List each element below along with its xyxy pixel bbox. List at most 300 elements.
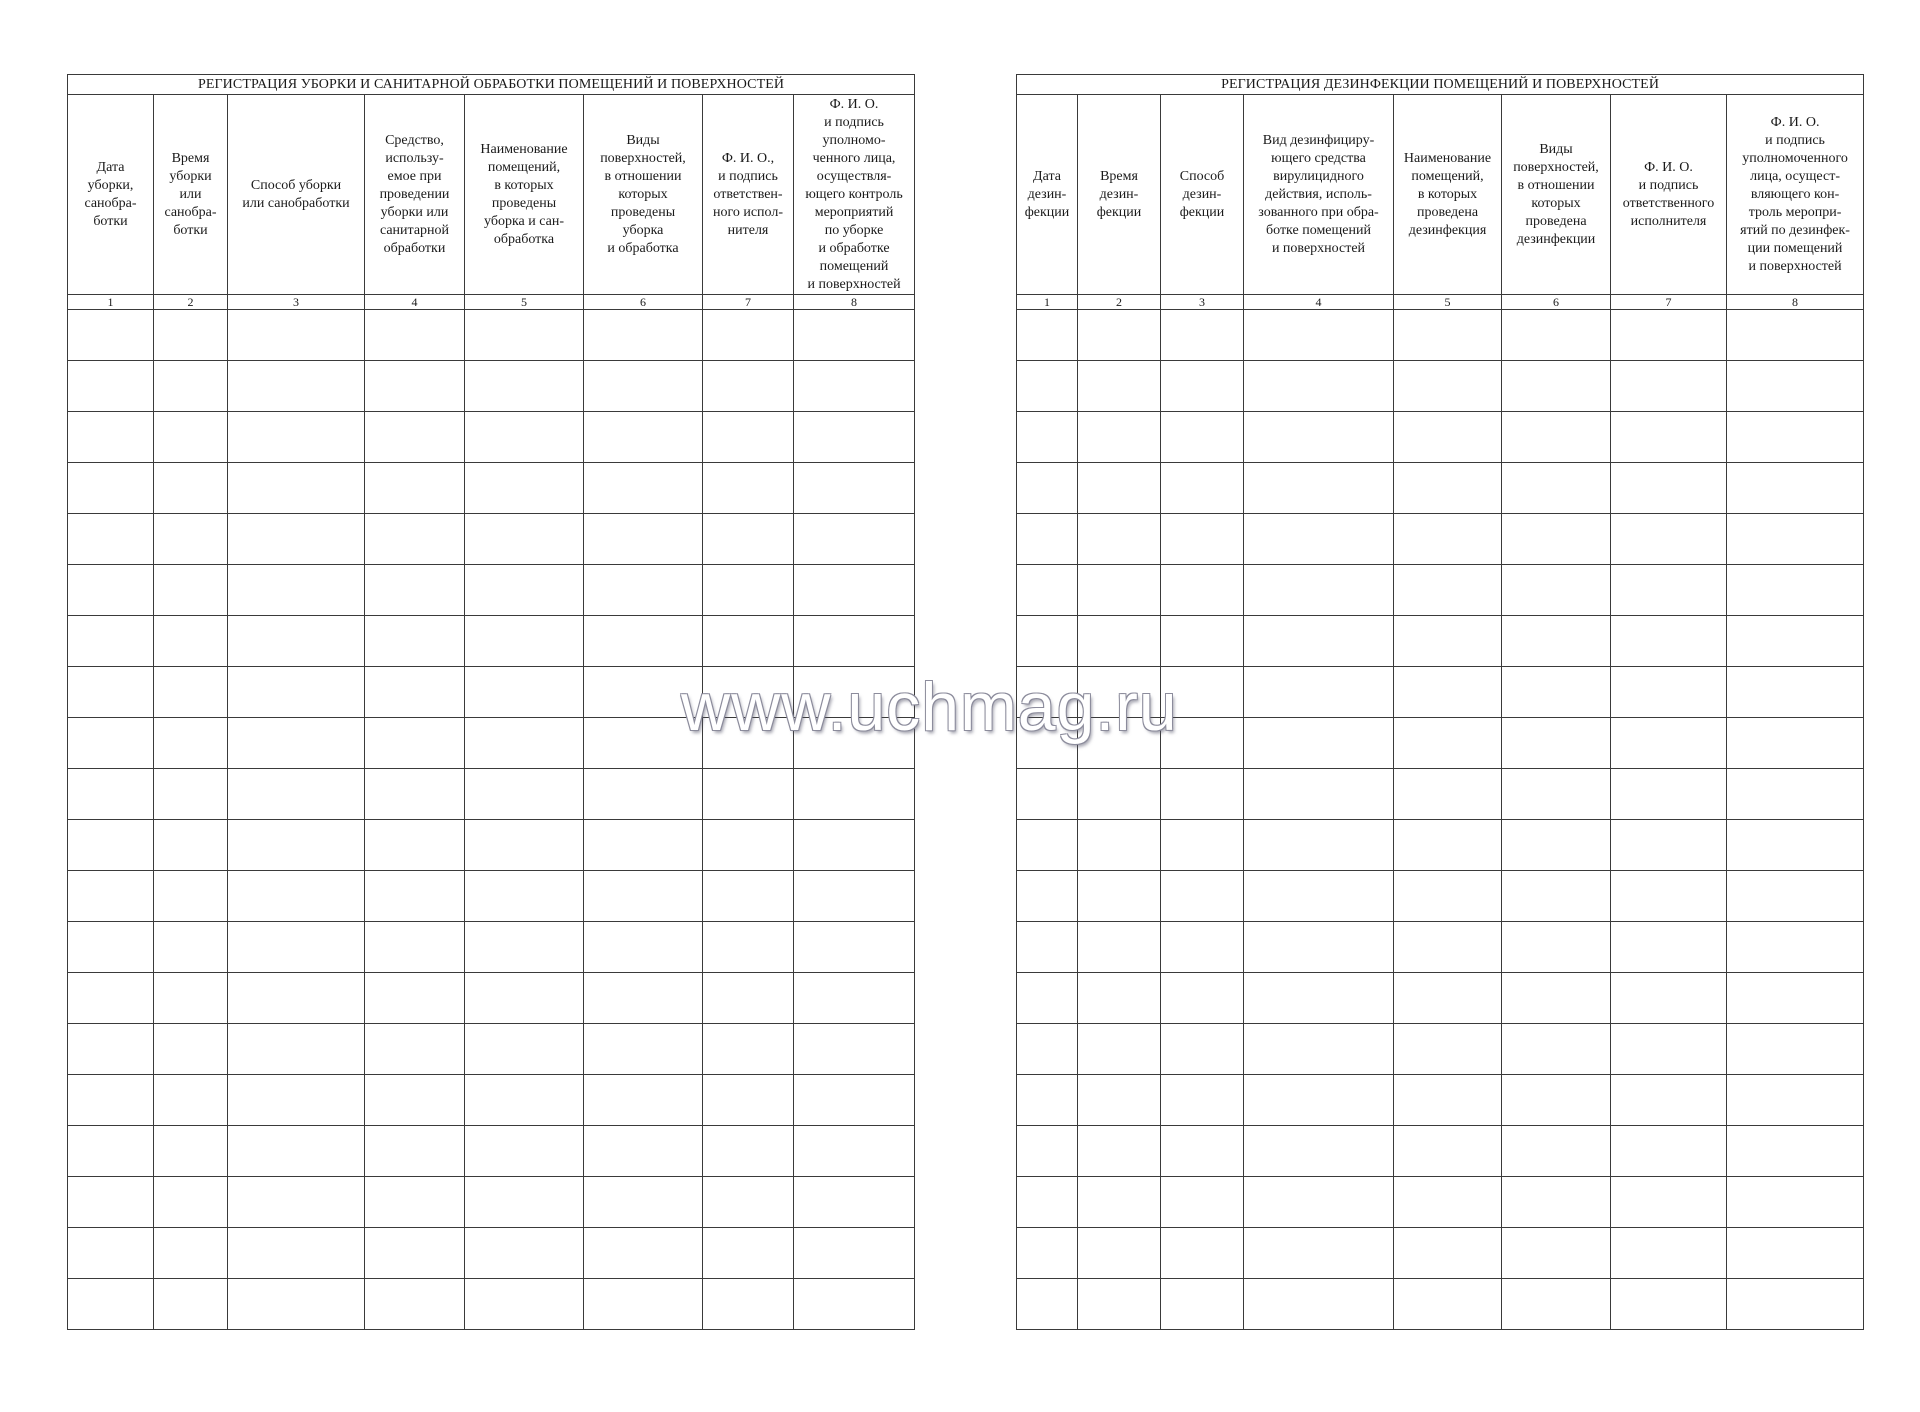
empty-entry-cell[interactable] bbox=[1611, 412, 1727, 463]
empty-entry-cell[interactable] bbox=[1161, 922, 1244, 973]
empty-entry-cell[interactable] bbox=[794, 871, 915, 922]
empty-entry-cell[interactable] bbox=[794, 922, 915, 973]
empty-entry-cell[interactable] bbox=[228, 820, 365, 871]
empty-entry-cell[interactable] bbox=[1611, 1126, 1727, 1177]
empty-entry-cell[interactable] bbox=[1161, 361, 1244, 412]
empty-entry-cell[interactable] bbox=[68, 616, 154, 667]
empty-entry-cell[interactable] bbox=[1078, 718, 1161, 769]
empty-entry-cell[interactable] bbox=[228, 1126, 365, 1177]
empty-entry-cell[interactable] bbox=[1161, 565, 1244, 616]
empty-entry-cell[interactable] bbox=[68, 973, 154, 1024]
empty-entry-cell[interactable] bbox=[584, 1024, 703, 1075]
empty-entry-cell[interactable] bbox=[794, 718, 915, 769]
empty-entry-cell[interactable] bbox=[1078, 1228, 1161, 1279]
empty-entry-cell[interactable] bbox=[1727, 667, 1864, 718]
empty-entry-cell[interactable] bbox=[1017, 310, 1078, 361]
empty-entry-cell[interactable] bbox=[703, 718, 794, 769]
empty-entry-cell[interactable] bbox=[1078, 361, 1161, 412]
empty-entry-cell[interactable] bbox=[1078, 616, 1161, 667]
empty-entry-cell[interactable] bbox=[1244, 769, 1394, 820]
empty-entry-cell[interactable] bbox=[154, 1075, 228, 1126]
empty-entry-cell[interactable] bbox=[1727, 922, 1864, 973]
empty-entry-cell[interactable] bbox=[1727, 361, 1864, 412]
empty-entry-cell[interactable] bbox=[703, 463, 794, 514]
empty-entry-cell[interactable] bbox=[1017, 1126, 1078, 1177]
empty-entry-cell[interactable] bbox=[1017, 820, 1078, 871]
empty-entry-cell[interactable] bbox=[154, 718, 228, 769]
empty-entry-cell[interactable] bbox=[1394, 667, 1502, 718]
empty-entry-cell[interactable] bbox=[1502, 1228, 1611, 1279]
empty-entry-cell[interactable] bbox=[365, 565, 465, 616]
empty-entry-cell[interactable] bbox=[1244, 1024, 1394, 1075]
empty-entry-cell[interactable] bbox=[1502, 1075, 1611, 1126]
empty-entry-cell[interactable] bbox=[584, 871, 703, 922]
empty-entry-cell[interactable] bbox=[584, 922, 703, 973]
empty-entry-cell[interactable] bbox=[1611, 973, 1727, 1024]
empty-entry-cell[interactable] bbox=[1017, 1279, 1078, 1330]
empty-entry-cell[interactable] bbox=[1017, 616, 1078, 667]
empty-entry-cell[interactable] bbox=[365, 769, 465, 820]
empty-entry-cell[interactable] bbox=[68, 463, 154, 514]
empty-entry-cell[interactable] bbox=[465, 514, 584, 565]
empty-entry-cell[interactable] bbox=[68, 922, 154, 973]
empty-entry-cell[interactable] bbox=[228, 1279, 365, 1330]
empty-entry-cell[interactable] bbox=[365, 1126, 465, 1177]
empty-entry-cell[interactable] bbox=[365, 616, 465, 667]
empty-entry-cell[interactable] bbox=[703, 1024, 794, 1075]
empty-entry-cell[interactable] bbox=[1394, 361, 1502, 412]
empty-entry-cell[interactable] bbox=[1161, 1279, 1244, 1330]
empty-entry-cell[interactable] bbox=[1502, 667, 1611, 718]
empty-entry-cell[interactable] bbox=[1502, 310, 1611, 361]
empty-entry-cell[interactable] bbox=[68, 361, 154, 412]
empty-entry-cell[interactable] bbox=[68, 718, 154, 769]
empty-entry-cell[interactable] bbox=[68, 1279, 154, 1330]
empty-entry-cell[interactable] bbox=[1611, 1075, 1727, 1126]
empty-entry-cell[interactable] bbox=[1244, 616, 1394, 667]
empty-entry-cell[interactable] bbox=[1611, 463, 1727, 514]
empty-entry-cell[interactable] bbox=[1078, 922, 1161, 973]
empty-entry-cell[interactable] bbox=[1244, 667, 1394, 718]
empty-entry-cell[interactable] bbox=[1394, 769, 1502, 820]
empty-entry-cell[interactable] bbox=[68, 1126, 154, 1177]
empty-entry-cell[interactable] bbox=[1161, 310, 1244, 361]
empty-entry-cell[interactable] bbox=[1161, 820, 1244, 871]
empty-entry-cell[interactable] bbox=[1078, 514, 1161, 565]
empty-entry-cell[interactable] bbox=[1078, 1126, 1161, 1177]
empty-entry-cell[interactable] bbox=[1727, 820, 1864, 871]
empty-entry-cell[interactable] bbox=[1161, 616, 1244, 667]
empty-entry-cell[interactable] bbox=[794, 769, 915, 820]
empty-entry-cell[interactable] bbox=[1017, 412, 1078, 463]
empty-entry-cell[interactable] bbox=[1502, 616, 1611, 667]
empty-entry-cell[interactable] bbox=[703, 412, 794, 463]
empty-entry-cell[interactable] bbox=[1394, 1126, 1502, 1177]
empty-entry-cell[interactable] bbox=[1502, 565, 1611, 616]
empty-entry-cell[interactable] bbox=[228, 667, 365, 718]
empty-entry-cell[interactable] bbox=[228, 565, 365, 616]
empty-entry-cell[interactable] bbox=[228, 1228, 365, 1279]
empty-entry-cell[interactable] bbox=[1611, 616, 1727, 667]
empty-entry-cell[interactable] bbox=[794, 616, 915, 667]
empty-entry-cell[interactable] bbox=[1161, 769, 1244, 820]
empty-entry-cell[interactable] bbox=[228, 718, 365, 769]
empty-entry-cell[interactable] bbox=[1244, 973, 1394, 1024]
empty-entry-cell[interactable] bbox=[1017, 1228, 1078, 1279]
empty-entry-cell[interactable] bbox=[228, 1075, 365, 1126]
empty-entry-cell[interactable] bbox=[228, 1024, 365, 1075]
empty-entry-cell[interactable] bbox=[1078, 463, 1161, 514]
empty-entry-cell[interactable] bbox=[1017, 973, 1078, 1024]
empty-entry-cell[interactable] bbox=[365, 820, 465, 871]
empty-entry-cell[interactable] bbox=[1611, 565, 1727, 616]
empty-entry-cell[interactable] bbox=[1017, 1024, 1078, 1075]
empty-entry-cell[interactable] bbox=[465, 769, 584, 820]
empty-entry-cell[interactable] bbox=[1244, 1075, 1394, 1126]
empty-entry-cell[interactable] bbox=[365, 667, 465, 718]
empty-entry-cell[interactable] bbox=[1502, 1024, 1611, 1075]
empty-entry-cell[interactable] bbox=[1611, 310, 1727, 361]
empty-entry-cell[interactable] bbox=[1611, 871, 1727, 922]
empty-entry-cell[interactable] bbox=[584, 412, 703, 463]
empty-entry-cell[interactable] bbox=[68, 565, 154, 616]
empty-entry-cell[interactable] bbox=[1611, 820, 1727, 871]
empty-entry-cell[interactable] bbox=[465, 1126, 584, 1177]
empty-entry-cell[interactable] bbox=[1161, 1075, 1244, 1126]
empty-entry-cell[interactable] bbox=[365, 718, 465, 769]
empty-entry-cell[interactable] bbox=[584, 1126, 703, 1177]
empty-entry-cell[interactable] bbox=[365, 1024, 465, 1075]
empty-entry-cell[interactable] bbox=[584, 1177, 703, 1228]
empty-entry-cell[interactable] bbox=[68, 871, 154, 922]
empty-entry-cell[interactable] bbox=[1727, 1024, 1864, 1075]
empty-entry-cell[interactable] bbox=[465, 820, 584, 871]
empty-entry-cell[interactable] bbox=[1727, 565, 1864, 616]
empty-entry-cell[interactable] bbox=[1611, 361, 1727, 412]
empty-entry-cell[interactable] bbox=[228, 463, 365, 514]
empty-entry-cell[interactable] bbox=[228, 769, 365, 820]
empty-entry-cell[interactable] bbox=[228, 922, 365, 973]
empty-entry-cell[interactable] bbox=[703, 1126, 794, 1177]
empty-entry-cell[interactable] bbox=[1078, 1075, 1161, 1126]
empty-entry-cell[interactable] bbox=[1017, 922, 1078, 973]
empty-entry-cell[interactable] bbox=[1161, 1177, 1244, 1228]
empty-entry-cell[interactable] bbox=[794, 973, 915, 1024]
empty-entry-cell[interactable] bbox=[465, 310, 584, 361]
empty-entry-cell[interactable] bbox=[584, 820, 703, 871]
empty-entry-cell[interactable] bbox=[228, 973, 365, 1024]
empty-entry-cell[interactable] bbox=[794, 1075, 915, 1126]
empty-entry-cell[interactable] bbox=[794, 667, 915, 718]
empty-entry-cell[interactable] bbox=[154, 667, 228, 718]
empty-entry-cell[interactable] bbox=[1727, 463, 1864, 514]
empty-entry-cell[interactable] bbox=[703, 973, 794, 1024]
empty-entry-cell[interactable] bbox=[1394, 1279, 1502, 1330]
empty-entry-cell[interactable] bbox=[794, 463, 915, 514]
empty-entry-cell[interactable] bbox=[68, 769, 154, 820]
empty-entry-cell[interactable] bbox=[365, 310, 465, 361]
empty-entry-cell[interactable] bbox=[365, 514, 465, 565]
empty-entry-cell[interactable] bbox=[465, 973, 584, 1024]
empty-entry-cell[interactable] bbox=[1502, 1177, 1611, 1228]
empty-entry-cell[interactable] bbox=[1502, 361, 1611, 412]
empty-entry-cell[interactable] bbox=[1502, 412, 1611, 463]
empty-entry-cell[interactable] bbox=[154, 1024, 228, 1075]
empty-entry-cell[interactable] bbox=[68, 310, 154, 361]
empty-entry-cell[interactable] bbox=[1394, 922, 1502, 973]
empty-entry-cell[interactable] bbox=[794, 565, 915, 616]
empty-entry-cell[interactable] bbox=[1017, 514, 1078, 565]
empty-entry-cell[interactable] bbox=[1394, 973, 1502, 1024]
empty-entry-cell[interactable] bbox=[228, 412, 365, 463]
empty-entry-cell[interactable] bbox=[1502, 718, 1611, 769]
empty-entry-cell[interactable] bbox=[465, 667, 584, 718]
empty-entry-cell[interactable] bbox=[703, 361, 794, 412]
empty-entry-cell[interactable] bbox=[465, 412, 584, 463]
empty-entry-cell[interactable] bbox=[794, 1177, 915, 1228]
empty-entry-cell[interactable] bbox=[703, 310, 794, 361]
empty-entry-cell[interactable] bbox=[1244, 1177, 1394, 1228]
empty-entry-cell[interactable] bbox=[1161, 871, 1244, 922]
empty-entry-cell[interactable] bbox=[1078, 1024, 1161, 1075]
empty-entry-cell[interactable] bbox=[1078, 565, 1161, 616]
empty-entry-cell[interactable] bbox=[365, 922, 465, 973]
empty-entry-cell[interactable] bbox=[1394, 1228, 1502, 1279]
empty-entry-cell[interactable] bbox=[68, 1075, 154, 1126]
empty-entry-cell[interactable] bbox=[703, 871, 794, 922]
empty-entry-cell[interactable] bbox=[465, 1075, 584, 1126]
empty-entry-cell[interactable] bbox=[584, 463, 703, 514]
empty-entry-cell[interactable] bbox=[465, 718, 584, 769]
empty-entry-cell[interactable] bbox=[794, 1279, 915, 1330]
empty-entry-cell[interactable] bbox=[1078, 820, 1161, 871]
empty-entry-cell[interactable] bbox=[1244, 1228, 1394, 1279]
empty-entry-cell[interactable] bbox=[68, 1228, 154, 1279]
empty-entry-cell[interactable] bbox=[1244, 565, 1394, 616]
empty-entry-cell[interactable] bbox=[1078, 1279, 1161, 1330]
empty-entry-cell[interactable] bbox=[365, 1177, 465, 1228]
empty-entry-cell[interactable] bbox=[68, 820, 154, 871]
empty-entry-cell[interactable] bbox=[794, 514, 915, 565]
empty-entry-cell[interactable] bbox=[1611, 1177, 1727, 1228]
empty-entry-cell[interactable] bbox=[1502, 922, 1611, 973]
empty-entry-cell[interactable] bbox=[1017, 1075, 1078, 1126]
empty-entry-cell[interactable] bbox=[1502, 1126, 1611, 1177]
empty-entry-cell[interactable] bbox=[228, 1177, 365, 1228]
empty-entry-cell[interactable] bbox=[365, 871, 465, 922]
empty-entry-cell[interactable] bbox=[1727, 1279, 1864, 1330]
empty-entry-cell[interactable] bbox=[703, 667, 794, 718]
empty-entry-cell[interactable] bbox=[154, 361, 228, 412]
empty-entry-cell[interactable] bbox=[584, 361, 703, 412]
empty-entry-cell[interactable] bbox=[1727, 769, 1864, 820]
empty-entry-cell[interactable] bbox=[703, 1228, 794, 1279]
empty-entry-cell[interactable] bbox=[365, 973, 465, 1024]
empty-entry-cell[interactable] bbox=[1394, 310, 1502, 361]
empty-entry-cell[interactable] bbox=[1727, 1228, 1864, 1279]
empty-entry-cell[interactable] bbox=[1078, 871, 1161, 922]
empty-entry-cell[interactable] bbox=[794, 1228, 915, 1279]
empty-entry-cell[interactable] bbox=[1394, 616, 1502, 667]
empty-entry-cell[interactable] bbox=[584, 1075, 703, 1126]
empty-entry-cell[interactable] bbox=[154, 820, 228, 871]
empty-entry-cell[interactable] bbox=[1161, 667, 1244, 718]
empty-entry-cell[interactable] bbox=[1611, 1279, 1727, 1330]
empty-entry-cell[interactable] bbox=[1727, 514, 1864, 565]
empty-entry-cell[interactable] bbox=[1394, 820, 1502, 871]
empty-entry-cell[interactable] bbox=[68, 1177, 154, 1228]
empty-entry-cell[interactable] bbox=[1502, 1279, 1611, 1330]
empty-entry-cell[interactable] bbox=[1611, 1228, 1727, 1279]
empty-entry-cell[interactable] bbox=[1727, 1075, 1864, 1126]
empty-entry-cell[interactable] bbox=[365, 412, 465, 463]
empty-entry-cell[interactable] bbox=[1727, 310, 1864, 361]
empty-entry-cell[interactable] bbox=[1727, 973, 1864, 1024]
empty-entry-cell[interactable] bbox=[1394, 412, 1502, 463]
empty-entry-cell[interactable] bbox=[1244, 1126, 1394, 1177]
empty-entry-cell[interactable] bbox=[465, 1279, 584, 1330]
empty-entry-cell[interactable] bbox=[1161, 463, 1244, 514]
empty-entry-cell[interactable] bbox=[1244, 820, 1394, 871]
empty-entry-cell[interactable] bbox=[794, 412, 915, 463]
empty-entry-cell[interactable] bbox=[1017, 463, 1078, 514]
empty-entry-cell[interactable] bbox=[1502, 463, 1611, 514]
empty-entry-cell[interactable] bbox=[154, 871, 228, 922]
empty-entry-cell[interactable] bbox=[1394, 565, 1502, 616]
empty-entry-cell[interactable] bbox=[1017, 1177, 1078, 1228]
empty-entry-cell[interactable] bbox=[584, 973, 703, 1024]
empty-entry-cell[interactable] bbox=[1078, 310, 1161, 361]
empty-entry-cell[interactable] bbox=[1611, 922, 1727, 973]
empty-entry-cell[interactable] bbox=[1244, 871, 1394, 922]
empty-entry-cell[interactable] bbox=[228, 361, 365, 412]
empty-entry-cell[interactable] bbox=[703, 1279, 794, 1330]
empty-entry-cell[interactable] bbox=[1244, 361, 1394, 412]
empty-entry-cell[interactable] bbox=[703, 1177, 794, 1228]
empty-entry-cell[interactable] bbox=[154, 412, 228, 463]
empty-entry-cell[interactable] bbox=[1727, 718, 1864, 769]
empty-entry-cell[interactable] bbox=[154, 1228, 228, 1279]
empty-entry-cell[interactable] bbox=[703, 565, 794, 616]
empty-entry-cell[interactable] bbox=[794, 1024, 915, 1075]
empty-entry-cell[interactable] bbox=[365, 1075, 465, 1126]
empty-entry-cell[interactable] bbox=[1244, 463, 1394, 514]
empty-entry-cell[interactable] bbox=[465, 922, 584, 973]
empty-entry-cell[interactable] bbox=[1394, 1075, 1502, 1126]
empty-entry-cell[interactable] bbox=[1727, 871, 1864, 922]
empty-entry-cell[interactable] bbox=[1394, 1024, 1502, 1075]
empty-entry-cell[interactable] bbox=[1727, 412, 1864, 463]
empty-entry-cell[interactable] bbox=[365, 1228, 465, 1279]
empty-entry-cell[interactable] bbox=[1017, 718, 1078, 769]
empty-entry-cell[interactable] bbox=[1161, 1228, 1244, 1279]
empty-entry-cell[interactable] bbox=[154, 1177, 228, 1228]
empty-entry-cell[interactable] bbox=[1394, 463, 1502, 514]
empty-entry-cell[interactable] bbox=[794, 820, 915, 871]
empty-entry-cell[interactable] bbox=[1161, 1126, 1244, 1177]
empty-entry-cell[interactable] bbox=[703, 1075, 794, 1126]
empty-entry-cell[interactable] bbox=[703, 922, 794, 973]
empty-entry-cell[interactable] bbox=[1502, 769, 1611, 820]
empty-entry-cell[interactable] bbox=[1244, 718, 1394, 769]
empty-entry-cell[interactable] bbox=[703, 514, 794, 565]
empty-entry-cell[interactable] bbox=[1611, 667, 1727, 718]
empty-entry-cell[interactable] bbox=[365, 361, 465, 412]
empty-entry-cell[interactable] bbox=[794, 1126, 915, 1177]
empty-entry-cell[interactable] bbox=[584, 718, 703, 769]
empty-entry-cell[interactable] bbox=[584, 310, 703, 361]
empty-entry-cell[interactable] bbox=[465, 616, 584, 667]
empty-entry-cell[interactable] bbox=[584, 616, 703, 667]
empty-entry-cell[interactable] bbox=[1161, 718, 1244, 769]
empty-entry-cell[interactable] bbox=[1502, 973, 1611, 1024]
empty-entry-cell[interactable] bbox=[1611, 514, 1727, 565]
empty-entry-cell[interactable] bbox=[1161, 1024, 1244, 1075]
empty-entry-cell[interactable] bbox=[1017, 871, 1078, 922]
empty-entry-cell[interactable] bbox=[1078, 1177, 1161, 1228]
empty-entry-cell[interactable] bbox=[465, 1177, 584, 1228]
empty-entry-cell[interactable] bbox=[1017, 769, 1078, 820]
empty-entry-cell[interactable] bbox=[1078, 667, 1161, 718]
empty-entry-cell[interactable] bbox=[584, 667, 703, 718]
empty-entry-cell[interactable] bbox=[584, 769, 703, 820]
empty-entry-cell[interactable] bbox=[68, 1024, 154, 1075]
empty-entry-cell[interactable] bbox=[1244, 1279, 1394, 1330]
empty-entry-cell[interactable] bbox=[1017, 565, 1078, 616]
empty-entry-cell[interactable] bbox=[1502, 820, 1611, 871]
empty-entry-cell[interactable] bbox=[154, 565, 228, 616]
empty-entry-cell[interactable] bbox=[1244, 310, 1394, 361]
empty-entry-cell[interactable] bbox=[365, 1279, 465, 1330]
empty-entry-cell[interactable] bbox=[1394, 871, 1502, 922]
empty-entry-cell[interactable] bbox=[1727, 1126, 1864, 1177]
empty-entry-cell[interactable] bbox=[703, 769, 794, 820]
empty-entry-cell[interactable] bbox=[1611, 769, 1727, 820]
empty-entry-cell[interactable] bbox=[228, 871, 365, 922]
empty-entry-cell[interactable] bbox=[465, 361, 584, 412]
empty-entry-cell[interactable] bbox=[1161, 973, 1244, 1024]
empty-entry-cell[interactable] bbox=[1611, 1024, 1727, 1075]
empty-entry-cell[interactable] bbox=[1244, 514, 1394, 565]
empty-entry-cell[interactable] bbox=[1078, 412, 1161, 463]
empty-entry-cell[interactable] bbox=[228, 616, 365, 667]
empty-entry-cell[interactable] bbox=[465, 871, 584, 922]
empty-entry-cell[interactable] bbox=[154, 463, 228, 514]
empty-entry-cell[interactable] bbox=[465, 463, 584, 514]
empty-entry-cell[interactable] bbox=[465, 1024, 584, 1075]
empty-entry-cell[interactable] bbox=[154, 310, 228, 361]
empty-entry-cell[interactable] bbox=[1161, 412, 1244, 463]
empty-entry-cell[interactable] bbox=[1244, 922, 1394, 973]
empty-entry-cell[interactable] bbox=[1244, 412, 1394, 463]
empty-entry-cell[interactable] bbox=[154, 922, 228, 973]
empty-entry-cell[interactable] bbox=[154, 1279, 228, 1330]
empty-entry-cell[interactable] bbox=[154, 769, 228, 820]
empty-entry-cell[interactable] bbox=[584, 565, 703, 616]
empty-entry-cell[interactable] bbox=[68, 667, 154, 718]
empty-entry-cell[interactable] bbox=[68, 412, 154, 463]
empty-entry-cell[interactable] bbox=[1502, 871, 1611, 922]
empty-entry-cell[interactable] bbox=[794, 310, 915, 361]
empty-entry-cell[interactable] bbox=[465, 1228, 584, 1279]
empty-entry-cell[interactable] bbox=[1394, 718, 1502, 769]
empty-entry-cell[interactable] bbox=[1394, 514, 1502, 565]
empty-entry-cell[interactable] bbox=[154, 973, 228, 1024]
empty-entry-cell[interactable] bbox=[154, 514, 228, 565]
empty-entry-cell[interactable] bbox=[465, 565, 584, 616]
empty-entry-cell[interactable] bbox=[228, 514, 365, 565]
empty-entry-cell[interactable] bbox=[154, 1126, 228, 1177]
